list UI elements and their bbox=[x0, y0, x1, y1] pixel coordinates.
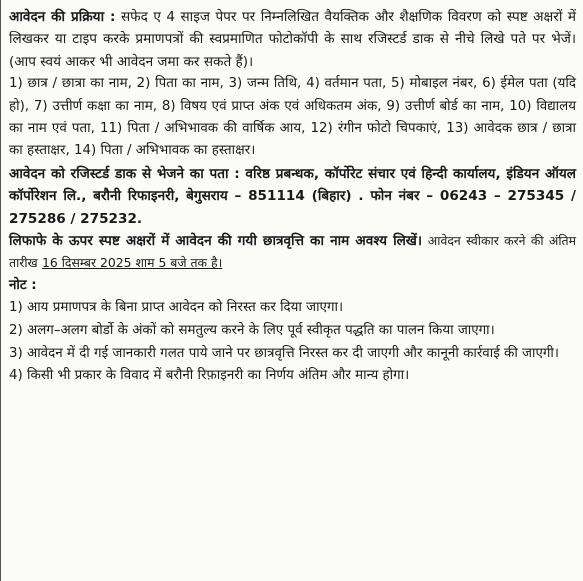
deadline-prefix: आवेदन स्वीकार करने की अंतिम तारीख bbox=[9, 233, 577, 271]
note-item: 2) अलग–अलग बोर्डो के अंकों को समतुल्य करने के लिए पूर्व स्वीकृत पद्धति का पालन किया जाएगा। bbox=[9, 323, 495, 339]
envelope-instruction-text: लिफाफे के ऊपर स्पष्ट अक्षरों में आवेदन की गयी छात्रवृत्ति का नाम अवश्य लिखें। bbox=[9, 233, 423, 250]
mailing-address-text: वरिष्ठ प्रबन्धक, कॉर्पोरेट संचार एवं हिन्दी कार्यालय, इंडियन ऑयल कॉर्पोरेशन लि., बरौनी रिफाइनरी, बेगुसराय – 851114 (बिहार) . फोन नंबर – 06243 – 275345 / 275286 / 275232. bbox=[9, 165, 576, 227]
application-process-paragraph bbox=[9, 6, 576, 73]
notes-heading: नोट : bbox=[9, 277, 37, 293]
mailing-address-paragraph bbox=[9, 163, 576, 230]
application-process-text: सफेद ए 4 साइज पेपर पर निम्नलिखित वैयक्तिक और शैक्षणिक विवरण को स्पष्ट अक्षरों में लिखकर या टाइप करके प्रमाणपत्रों की स्वप्रमाणित फोटोकॉपी के साथ रजिस्टर्ड डाक से नीचे लिखे पते पर भेजें। (आप स्वयं आकर भी आवेदन जमा कर सकते हैं)। bbox=[9, 9, 576, 70]
mailing-address-heading: आवेदन को रजिस्टर्ड डाक से भेजने का पता : bbox=[9, 165, 240, 182]
application-process-heading: आवेदन की प्रक्रिया : bbox=[9, 9, 116, 25]
envelope-instruction bbox=[9, 230, 576, 275]
notes-section bbox=[9, 275, 576, 388]
deadline-date: 16 दिसम्बर 2025 शाम 5 बजे तक है। bbox=[42, 255, 223, 271]
note-item: 1) आय प्रमाणपत्र के बिना प्राप्त आवेदन को निरस्त कर दिया जाएगा। bbox=[9, 300, 344, 316]
note-item: 3) आवेदन में दी गई जानकारी गलत पाये जाने पर छात्रवृत्ति निरस्त कर दी जाएगी और कानूनी कार्रवाई की जाएगी। bbox=[9, 345, 559, 361]
note-item: 4) किसी भी प्रकार के विवाद में बरौनी रिफ़ाइनरी का निर्णय अंतिम और मान्य होगा। bbox=[9, 368, 410, 384]
required-details-list: 1) छात्र / छात्रा का नाम, 2) पिता का नाम, 3) जन्म तिथि, 4) वर्तमान पता, 5) मोबाइल नंबर, 6) ईमेल पता (यदि हो), 7) उत्तीर्ण कक्षा का नाम, 8) विषय एवं प्राप्त अंक एवं अधिकतम अंक, 9) उत्तीर्ण बोर्ड का नाम, 10) विद्यालय का नाम एवं पता, 11) पिता / अभिभावक की वार्षिक आय, 12) रंगीन फोटो चिपकाएं, 13) आवेदक छात्र / छात्रा का हस्ताक्षर, 14) पिता / अभिभावक का हस्ताक्षर। bbox=[9, 76, 576, 159]
